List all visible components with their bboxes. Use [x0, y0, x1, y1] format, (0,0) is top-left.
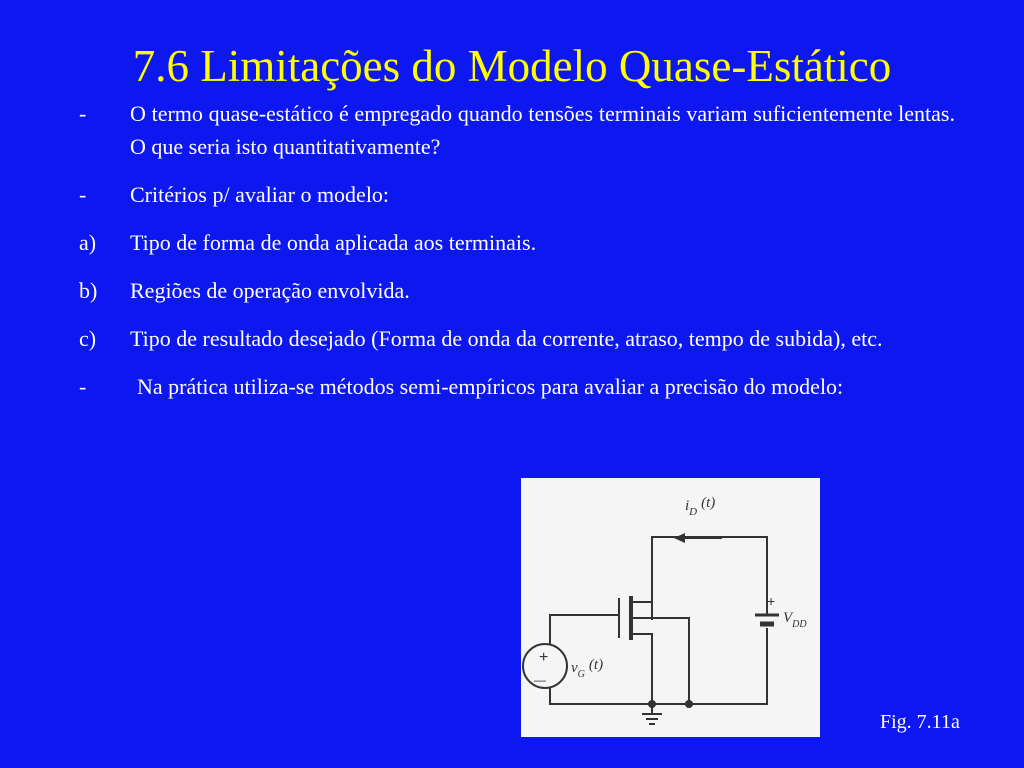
list-item-text: Critérios p/ avaliar o modelo: — [130, 182, 390, 207]
ground-icon — [642, 714, 662, 724]
gate-wire — [550, 615, 619, 649]
supply-label — [783, 610, 807, 630]
slide-title: 7.6 Limitações do Modelo Quase-Estático — [132, 41, 892, 91]
list-item-text: Regiões de operação envolvida. — [130, 278, 410, 303]
source-plus: + — [539, 649, 549, 666]
current-subscript: D — [689, 506, 698, 518]
list-item — [79, 178, 955, 211]
list-item-text: Na prática utiliza-se métodos semi-empíricos para avaliar a precisão do modelo: — [137, 374, 844, 399]
supply-symbol: V — [783, 610, 793, 626]
junction-dot — [685, 700, 693, 708]
junction-dot — [648, 700, 656, 708]
list-marker: - — [79, 374, 87, 399]
list-item — [79, 226, 955, 259]
current-symbol: i — [685, 498, 690, 514]
supply-subscript: DD — [792, 619, 807, 630]
supply-plus: + — [767, 593, 776, 609]
list-item — [79, 97, 955, 163]
list-marker: - — [79, 182, 87, 207]
drain-supply-wire — [652, 537, 767, 620]
current-argument: (t) — [701, 495, 716, 511]
list-marker: c) — [79, 326, 97, 351]
list-item-text: O termo quase-estático é empregado quando tensões terminais variam suficientemente lentas. O que seria isto quantitativamente? — [130, 101, 955, 159]
list-item-text: Tipo de forma de onda aplicada aos terminais. — [130, 230, 537, 255]
circuit-diagram — [521, 478, 820, 737]
list-item — [79, 274, 955, 307]
body-line — [631, 618, 689, 704]
supply-ground-wire — [550, 628, 767, 704]
list-marker: b) — [79, 278, 98, 303]
current-label — [685, 495, 715, 518]
figure-caption: Fig. 7.11a — [880, 711, 960, 733]
source-argument: (t) — [588, 657, 604, 673]
list-marker: a) — [79, 230, 97, 255]
list-marker: - — [79, 101, 87, 126]
source-subscript: G — [577, 669, 585, 680]
list-item-text: Tipo de resultado desejado (Forma de onda da corrente, atraso, tempo de subida), etc. — [130, 326, 883, 351]
source-label — [571, 657, 603, 680]
circuit-figure — [521, 478, 820, 737]
list-item — [79, 370, 955, 403]
source-minus: — — [534, 673, 546, 687]
source-line — [631, 634, 652, 704]
bullet-list — [79, 97, 955, 418]
list-item — [79, 322, 955, 355]
current-arrowhead — [674, 533, 685, 543]
source-symbol: v — [571, 660, 578, 676]
